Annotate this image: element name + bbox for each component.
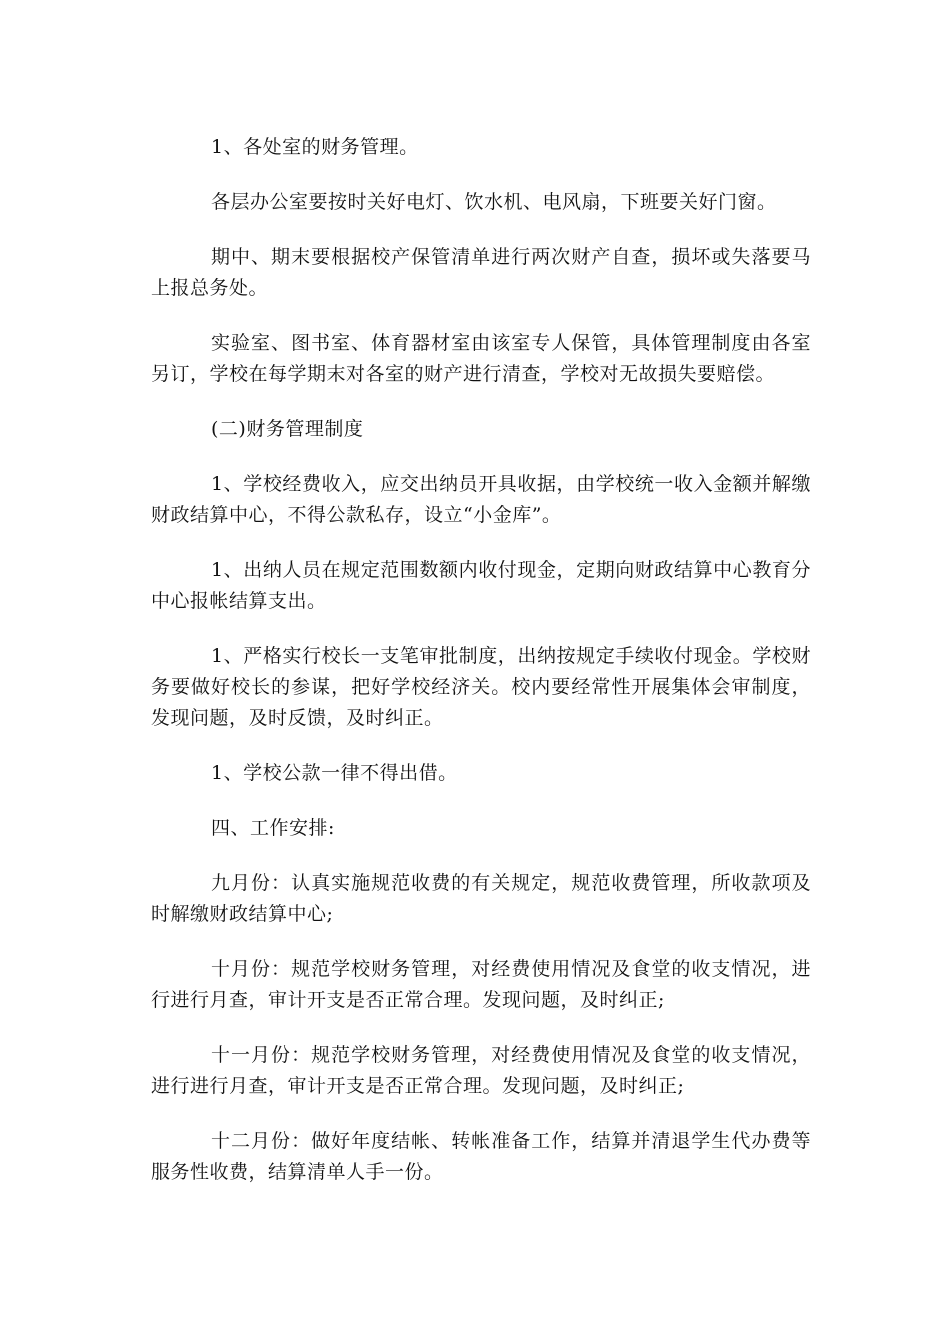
paragraph-approval-system: 1、严格实行校长一支笔审批制度，出纳按规定手续收付现金。学校财务要做好校长的参谋，把好学校经济关。校内要经常性开展集体会审制度，发现问题，及时反馈，及时纠正。: [151, 645, 811, 729]
document-body: [151, 132, 811, 1188]
paragraph-no-lending: 1、学校公款一律不得出借。: [211, 762, 458, 784]
paragraph-school-income: 1、学校经费收入，应交出纳员开具收据，由学校统一收入金额并解缴财政结算中心，不得公款私存，设立“小金库”。: [151, 473, 811, 526]
paragraph-cashier-payments: 1、出纳人员在规定范围数额内收付现金，定期向财政结算中心教育分中心报帐结算支出。: [151, 559, 811, 612]
section-heading-work-schedule: 四、工作安排:: [211, 817, 335, 839]
paragraph-office-finance-heading: 1、各处室的财务管理。: [211, 136, 419, 158]
paragraph-asset-self-check: 期中、期末要根据校产保管清单进行两次财产自查，损坏或失落要马上报总务处。: [151, 246, 811, 299]
schedule-october: 十月份：规范学校财务管理，对经费使用情况及食堂的收支情况，进行进行月查，审计开支是否正常合理。发现问题，及时纠正;: [151, 958, 811, 1011]
paragraph-room-custody: 实验室、图书室、体育器材室由该室专人保管，具体管理制度由各室另订，学校在每学期末对各室的财产进行清查，学校对无故损失要赔偿。: [151, 332, 811, 385]
schedule-november: 十一月份：规范学校财务管理，对经费使用情况及食堂的收支情况，进行进行月查，审计开支是否正常合理。发现问题，及时纠正;: [151, 1044, 811, 1097]
schedule-december: 十二月份：做好年度结帐、转帐准备工作，结算并清退学生代办费等服务性收费，结算清单人手一份。: [151, 1130, 811, 1183]
section-heading-finance-rules: (二)财务管理制度: [211, 418, 364, 440]
schedule-september: 九月份：认真实施规范收费的有关规定，规范收费管理，所收款项及时解缴财政结算中心;: [151, 872, 811, 925]
paragraph-office-power-off: 各层办公室要按时关好电灯、饮水机、电风扇，下班要关好门窗。: [211, 191, 777, 213]
